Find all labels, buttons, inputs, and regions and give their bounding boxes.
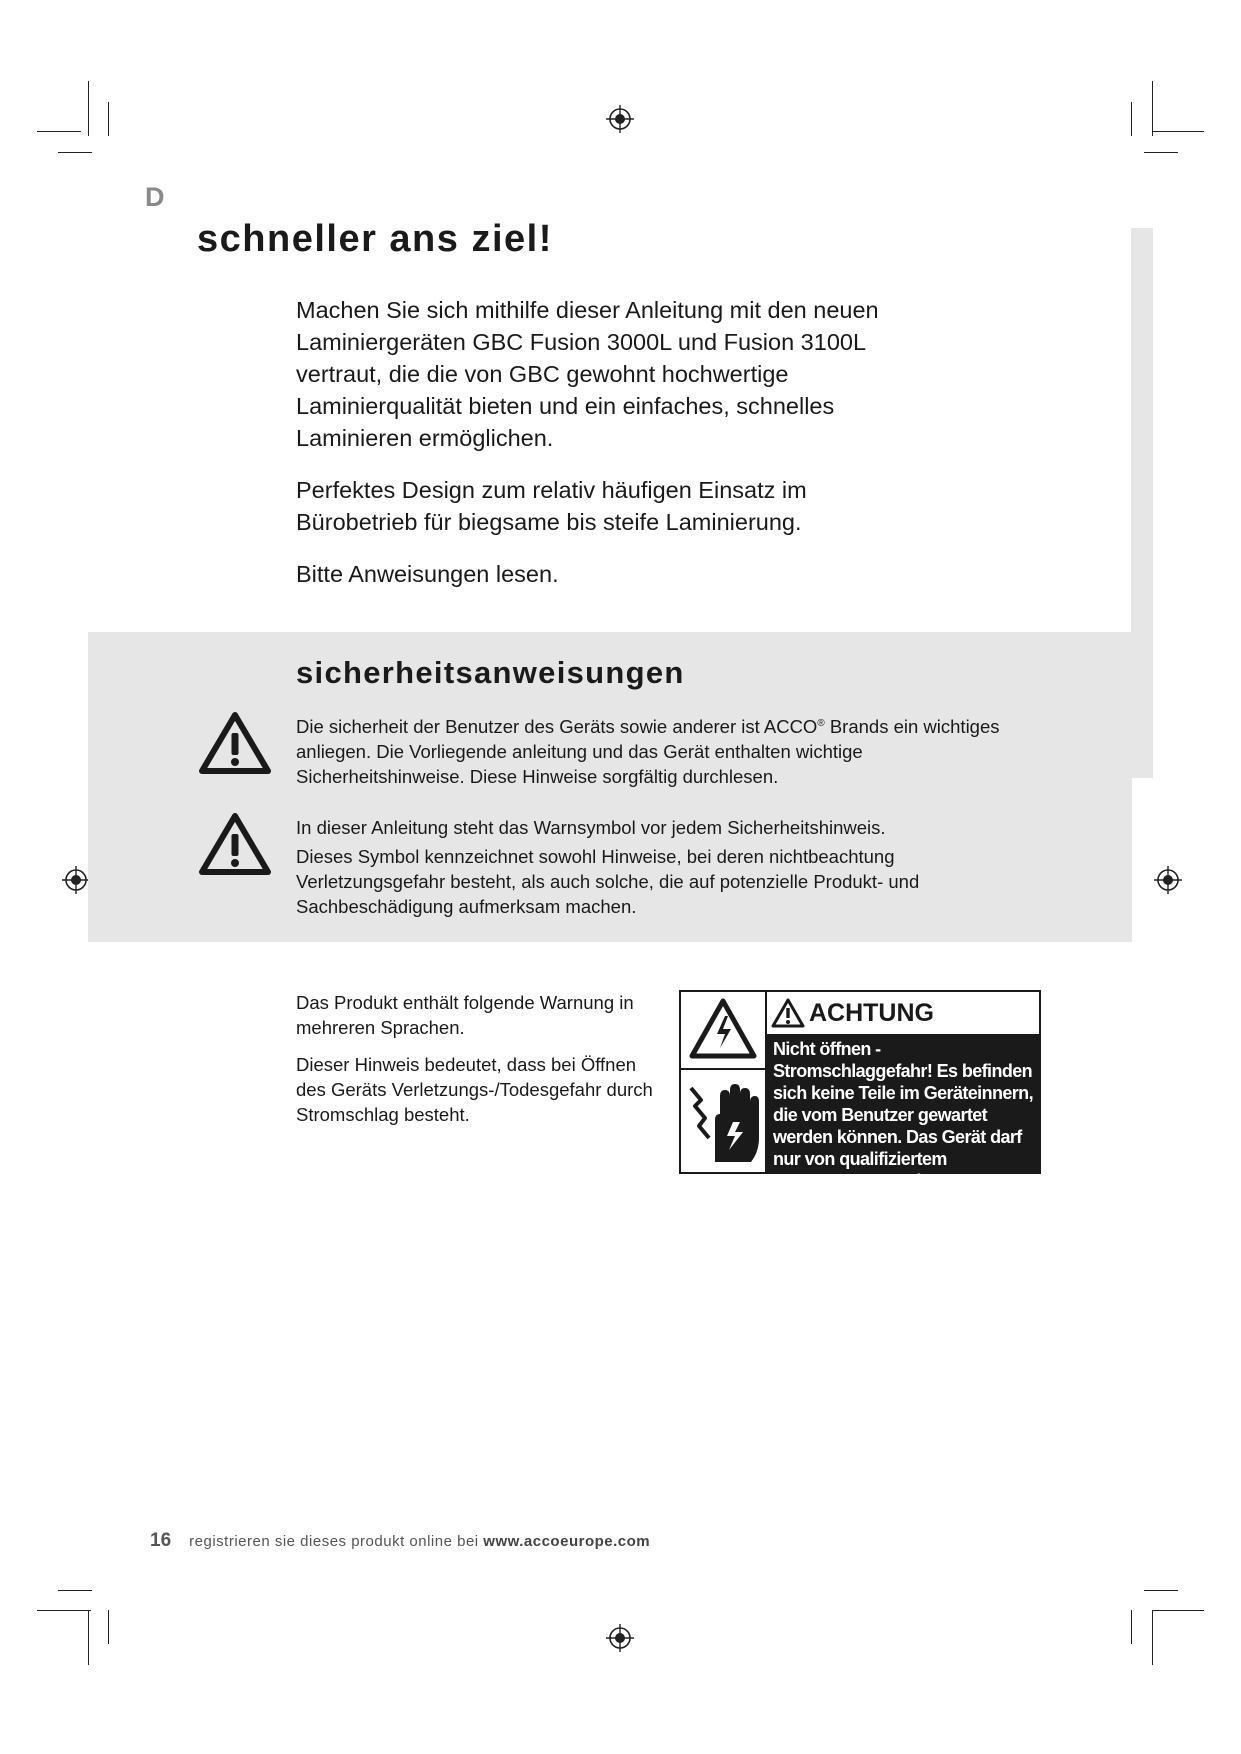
warning-triangle-icon <box>771 998 805 1028</box>
electric-shock-hand-icon <box>685 1076 761 1168</box>
warning-triangle-icon <box>199 812 271 876</box>
safety-heading: sicherheitsanweisungen <box>296 655 685 690</box>
crop-mark <box>37 131 81 132</box>
warning-triangle-icon <box>199 711 271 775</box>
page-title: schneller ans ziel! <box>197 218 553 260</box>
safety-block-2 <box>296 815 1016 923</box>
intro-paragraph: Bitte Anweisungen lesen. <box>296 561 559 587</box>
warning-label-icons <box>681 992 767 1172</box>
crop-mark <box>37 1610 91 1611</box>
footer-text: registrieren sie dieses produkt online bei <box>189 1533 484 1550</box>
crop-mark <box>58 1590 92 1591</box>
crop-mark <box>1152 1610 1153 1665</box>
crop-mark <box>108 1610 109 1644</box>
registered-mark: ® <box>817 718 825 729</box>
registration-mark-icon <box>61 865 91 895</box>
safety-paragraph <box>296 711 1016 789</box>
registration-mark-icon <box>605 1623 635 1653</box>
safety-text: Brands ein wichtiges anliegen. Die Vorliegende anleitung und das Gerät enthalten wichtige Sicherheitshinweise. Diese Hinweise sorgfältig durchlesen. <box>296 716 1000 788</box>
page-number: 16 <box>150 1530 172 1551</box>
crop-mark <box>58 152 92 153</box>
crop-mark <box>1144 152 1178 153</box>
warning-label-heading: ACHTUNG <box>809 998 934 1027</box>
crop-mark <box>108 102 109 136</box>
crop-mark <box>88 1610 89 1665</box>
product-warning-paragraph: Dieser Hinweis bedeutet, dass bei Öffnen des Geräts Verletzungs-/Todesgefahr durch Stromschlag besteht. <box>296 1054 653 1125</box>
safety-block-1 <box>296 711 1016 793</box>
crop-mark <box>1152 81 1153 136</box>
language-marker: D <box>145 182 165 212</box>
warning-label-body: Nicht öffnen - Stromschlaggefahr! Es befinden sich keine Teile im Geräteinnern, die vom Benutzer gewartet werden können. Das Gerät darf nur von qualifiziertem Wartungspersonal gewartet werden. <box>765 1036 1039 1172</box>
intro-text <box>296 294 916 610</box>
crop-mark <box>88 81 89 136</box>
electric-hazard-icon <box>689 998 757 1060</box>
product-warning-text <box>296 990 666 1139</box>
intro-paragraph: Machen Sie sich mithilfe dieser Anleitung mit den neuen Laminiergeräten GBC Fusion 3000L und Fusion 3100L vertraut, die die von GBC gewohnt hochwertige Laminierqualität bieten und ein einfaches, schnelles Laminieren ermöglichen. <box>296 297 879 451</box>
side-gray-strip <box>1131 228 1153 778</box>
crop-mark <box>1144 1590 1178 1591</box>
crop-mark <box>1131 102 1132 136</box>
footer-url: www.accoeurope.com <box>483 1533 651 1550</box>
product-warning-paragraph: Das Produkt enthält folgende Warnung in mehreren Sprachen. <box>296 992 634 1038</box>
intro-paragraph: Perfektes Design zum relativ häufigen Einsatz im Bürobetrieb für biegsame bis steife Laminierung. <box>296 477 807 535</box>
warning-label <box>679 990 1041 1213</box>
crop-mark <box>1131 1610 1132 1644</box>
safety-text: Die sicherheit der Benutzer des Geräts sowie anderer ist ACCO <box>296 716 818 738</box>
registration-mark-icon <box>605 104 635 134</box>
crop-mark <box>1152 131 1204 132</box>
footer <box>150 1530 650 1552</box>
registration-mark-icon <box>1153 865 1183 895</box>
crop-mark <box>1152 1610 1204 1611</box>
warning-label-divider <box>681 1068 765 1070</box>
warning-label-header <box>765 992 1039 1036</box>
safety-paragraph: In dieser Anleitung steht das Warnsymbol vor jedem Sicherheitshinweis. <box>296 817 886 838</box>
safety-paragraph: Dieses Symbol kennzeichnet sowohl Hinweise, bei deren nichtbeachtung Verletzungsgefahr besteht, als auch solche, die auf potenzielle Produkt- und Sachbeschädigung aufmerksam machen. <box>296 846 920 917</box>
